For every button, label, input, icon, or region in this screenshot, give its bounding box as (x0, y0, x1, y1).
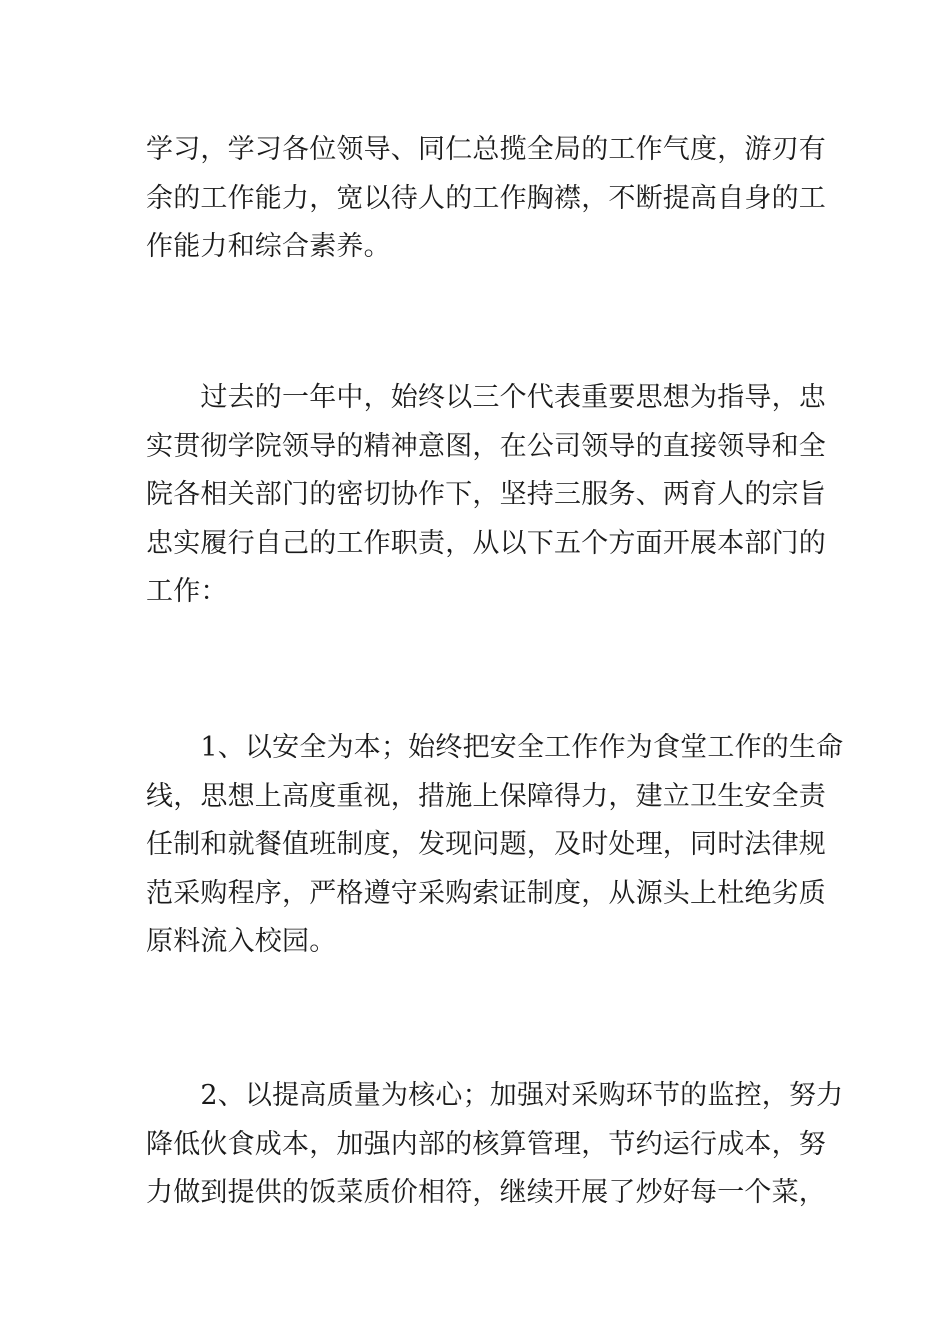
text-line: 余的工作能力，宽以待人的工作胸襟，不断提高自身的工 (146, 182, 826, 214)
paragraph-continuation (146, 126, 826, 272)
text-line: 学习，学习各位领导、同仁总揽全局的工作气度，游刃有 (146, 134, 826, 165)
text-line: 作能力和综合素养。 (146, 231, 391, 262)
text-line: 线，思想上高度重视，措施上保障得力，建立卫生安全责 (146, 780, 826, 812)
text-line: 范采购程序，严格遵守采购索证制度，从源头上杜绝劣质 (146, 877, 826, 909)
paragraph-item-2 (146, 1072, 844, 1218)
text-line: 忠实履行自己的工作职责，从以下五个方面开展本部门的 (146, 527, 826, 559)
text-line: 2、以提高质量为核心；加强对采购环节的监控，努力 (146, 1080, 844, 1111)
text-line: 原料流入校园。 (146, 926, 337, 957)
text-line: 力做到提供的饭菜质价相符，继续开展了炒好每一个菜， (146, 1177, 826, 1208)
text-line: 1、以安全为本；始终把安全工作作为食堂工作的生命 (146, 732, 844, 763)
text-line: 任制和就餐值班制度，发现问题，及时处理，同时法律规 (146, 829, 826, 860)
text-line: 降低伙食成本，加强内部的核算管理，节约运行成本，努 (146, 1128, 826, 1160)
paragraph-intro (146, 374, 826, 617)
text-line: 工作： (146, 576, 228, 607)
text-line: 实贯彻学院领导的精神意图，在公司领导的直接领导和全 (146, 430, 826, 462)
paragraph-item-1 (146, 724, 844, 967)
text-line: 过去的一年中，始终以三个代表重要思想为指导，忠 (146, 382, 826, 413)
text-line: 院各相关部门的密切协作下，坚持三服务、两育人的宗旨 (146, 479, 826, 510)
